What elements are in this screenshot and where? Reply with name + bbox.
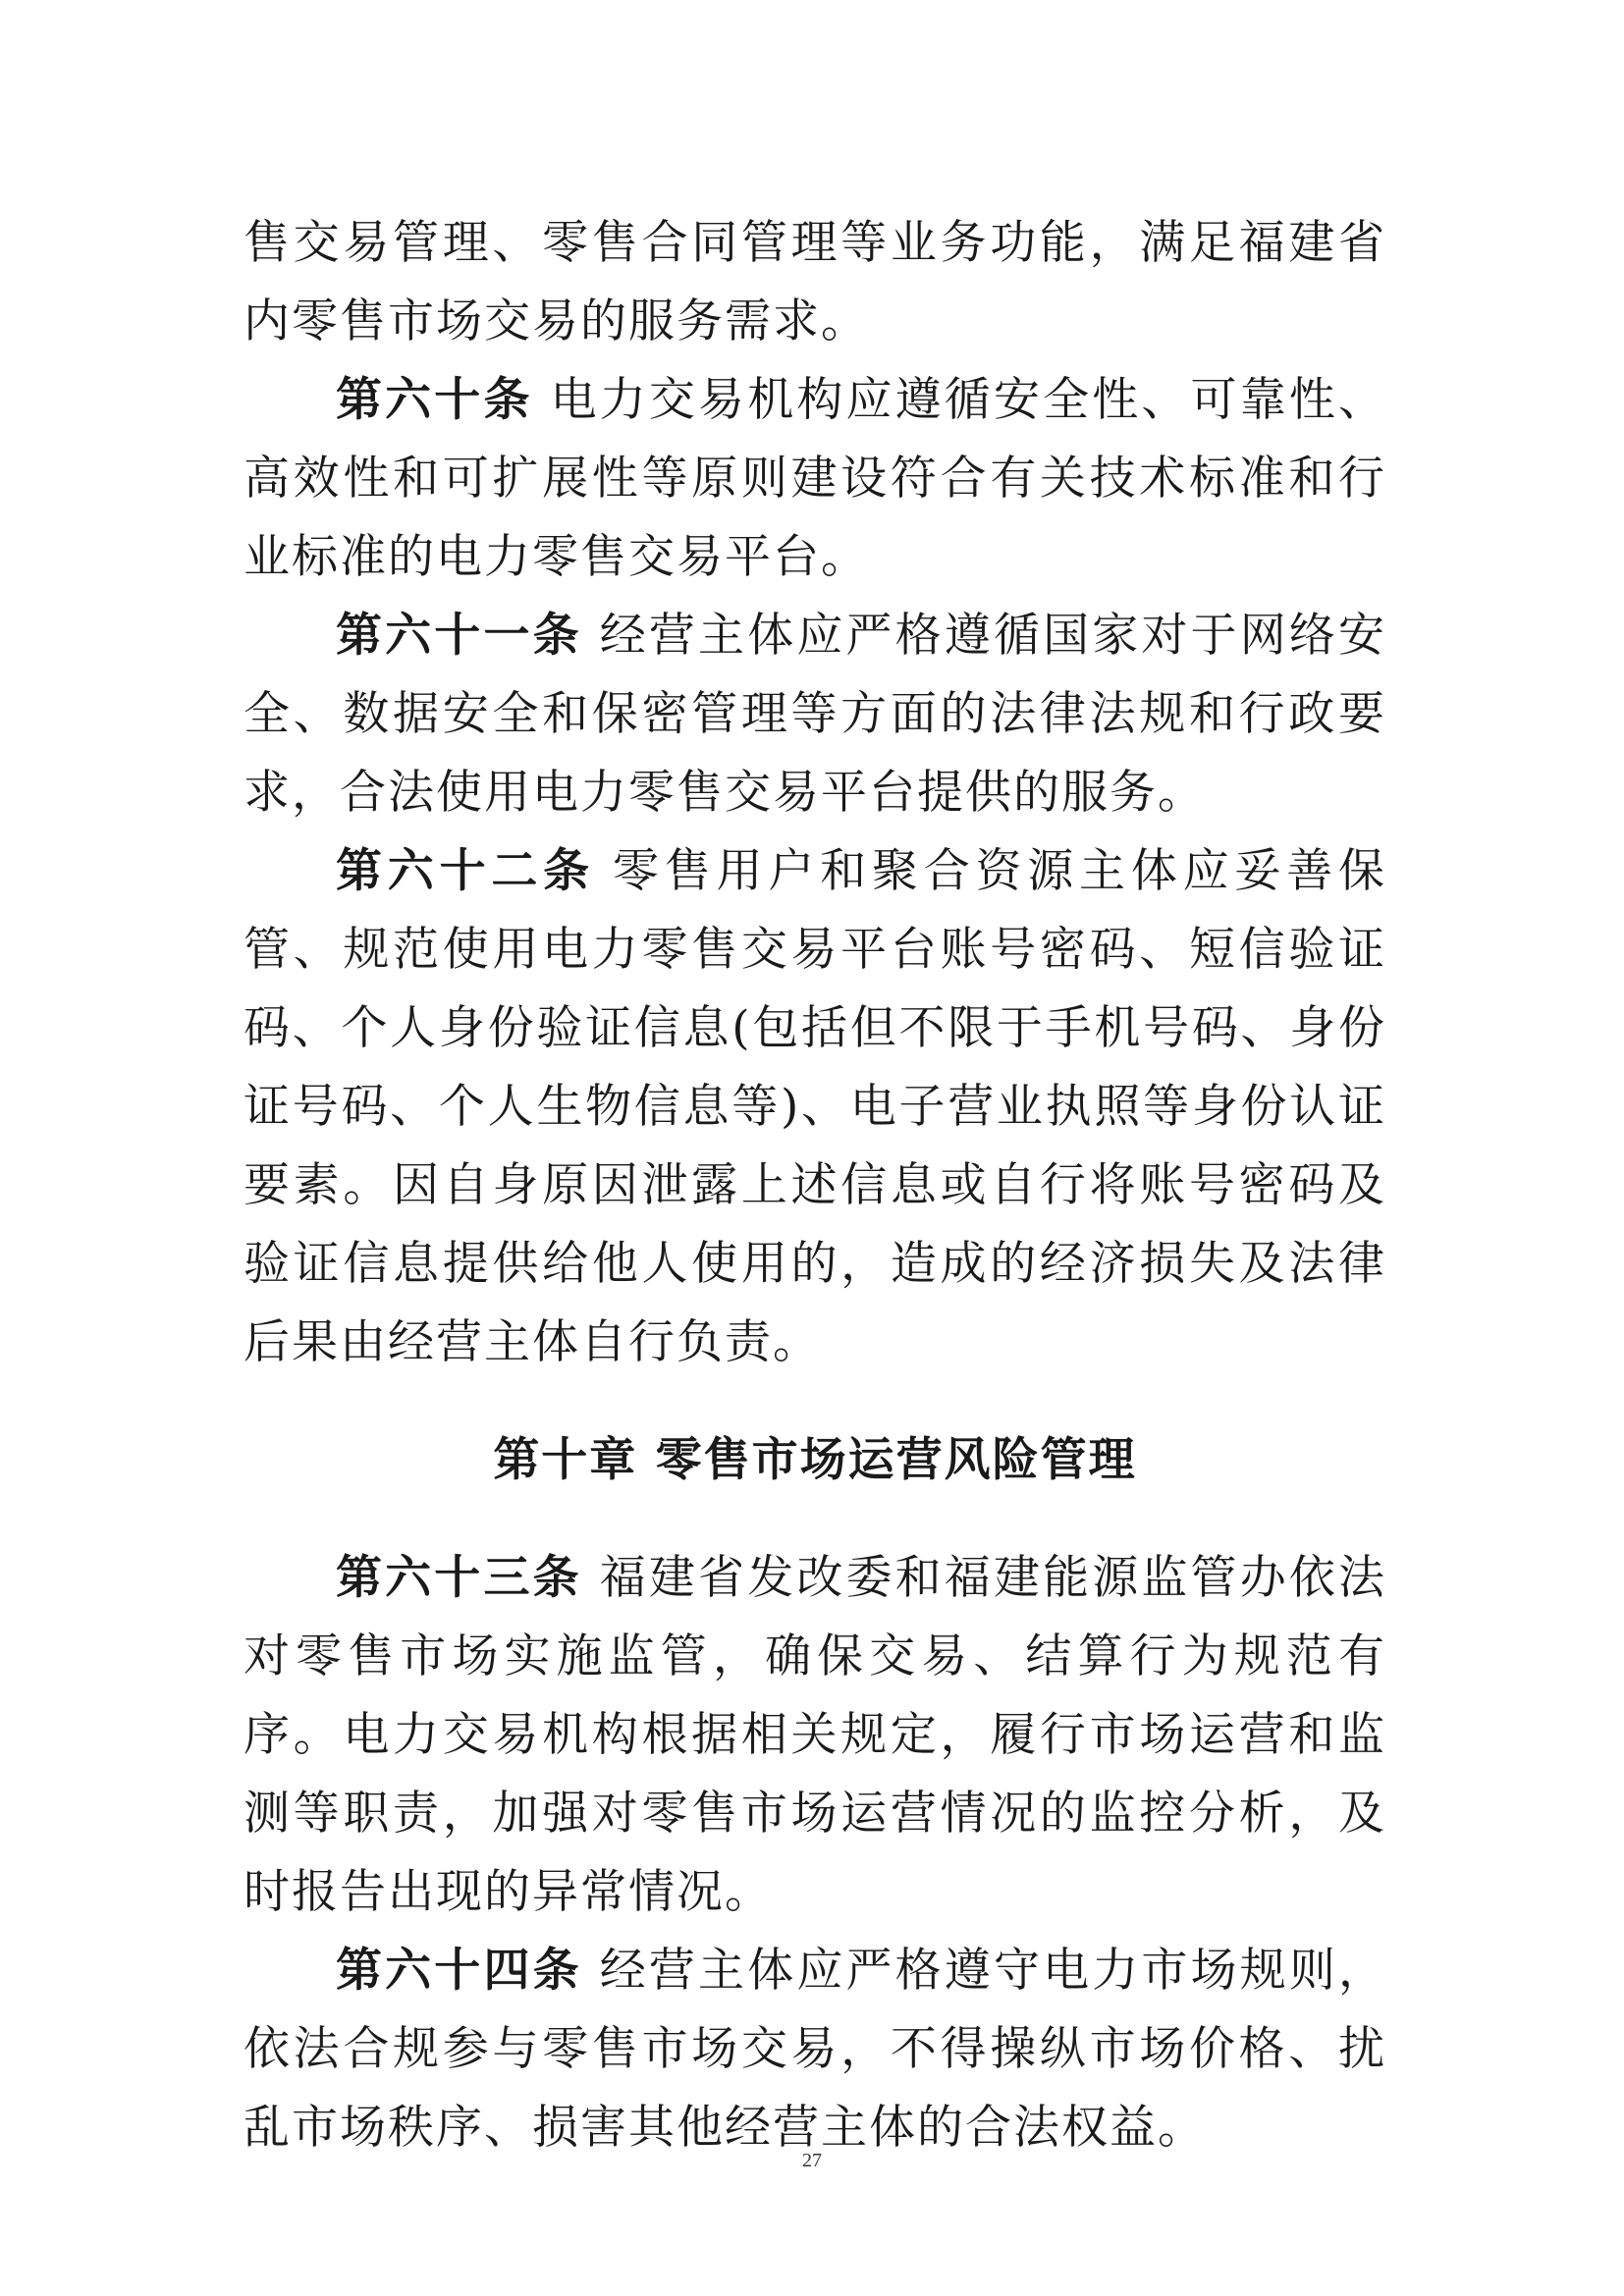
article-number: 第六十二条	[336, 844, 595, 898]
article-63	[244, 1539, 1386, 1932]
article-number: 第六十三条	[336, 1551, 582, 1605]
article-number: 第六十四条	[336, 1944, 582, 1998]
document-body	[244, 204, 1386, 2167]
article-60	[244, 361, 1386, 597]
article-number: 第六十一条	[336, 609, 582, 663]
article-62	[244, 832, 1386, 1382]
paragraph-continued	[244, 204, 1386, 361]
paragraph-text: 电力交易机构应遵循安全性、可靠性、高效性和可扩展性等原则建设符合有关技术标准和行业标准的电力零售交易平台。	[244, 373, 1387, 584]
paragraph-text: 零售用户和聚合资源主体应妥善保管、规范使用电力零售交易平台账号密码、短信验证码、个人身份验证信息(包括但不限于手机号码、身份证号码、个人生物信息等)、电子营业执照等身份认证要素。因自身原因泄露上述信息或自行将账号密码及验证信息提供给他人使用的，造成的经济损失及法律后果由经营主体自行负责。	[244, 844, 1387, 1369]
paragraph-text: 售交易管理、零售合同管理等业务功能，满足福建省内零售市场交易的服务需求。	[244, 216, 1386, 348]
page-number: 27	[802, 2150, 822, 2171]
article-61	[244, 597, 1386, 832]
article-number: 第六十条	[336, 373, 533, 427]
chapter-title: 第十章 零售市场运营风险管理	[493, 1433, 1137, 1487]
paragraph-text: 经营主体应严格遵守电力市场规则，依法合规参与零售市场交易，不得操纵市场价格、扰乱市场秩序、损害其他经营主体的合法权益。	[244, 1944, 1386, 2155]
article-64	[244, 1932, 1386, 2167]
paragraph-text: 福建省发改委和福建能源监管办依法对零售市场实施监管，确保交易、结算行为规范有序。电力交易机构根据相关规定，履行市场运营和监测等职责，加强对零售市场运营情况的监控分析，及时报告出现的异常情况。	[244, 1551, 1386, 1919]
paragraph-text: 经营主体应严格遵循国家对于网络安全、数据安全和保密管理等方面的法律法规和行政要求，合法使用电力零售交易平台提供的服务。	[244, 609, 1386, 820]
